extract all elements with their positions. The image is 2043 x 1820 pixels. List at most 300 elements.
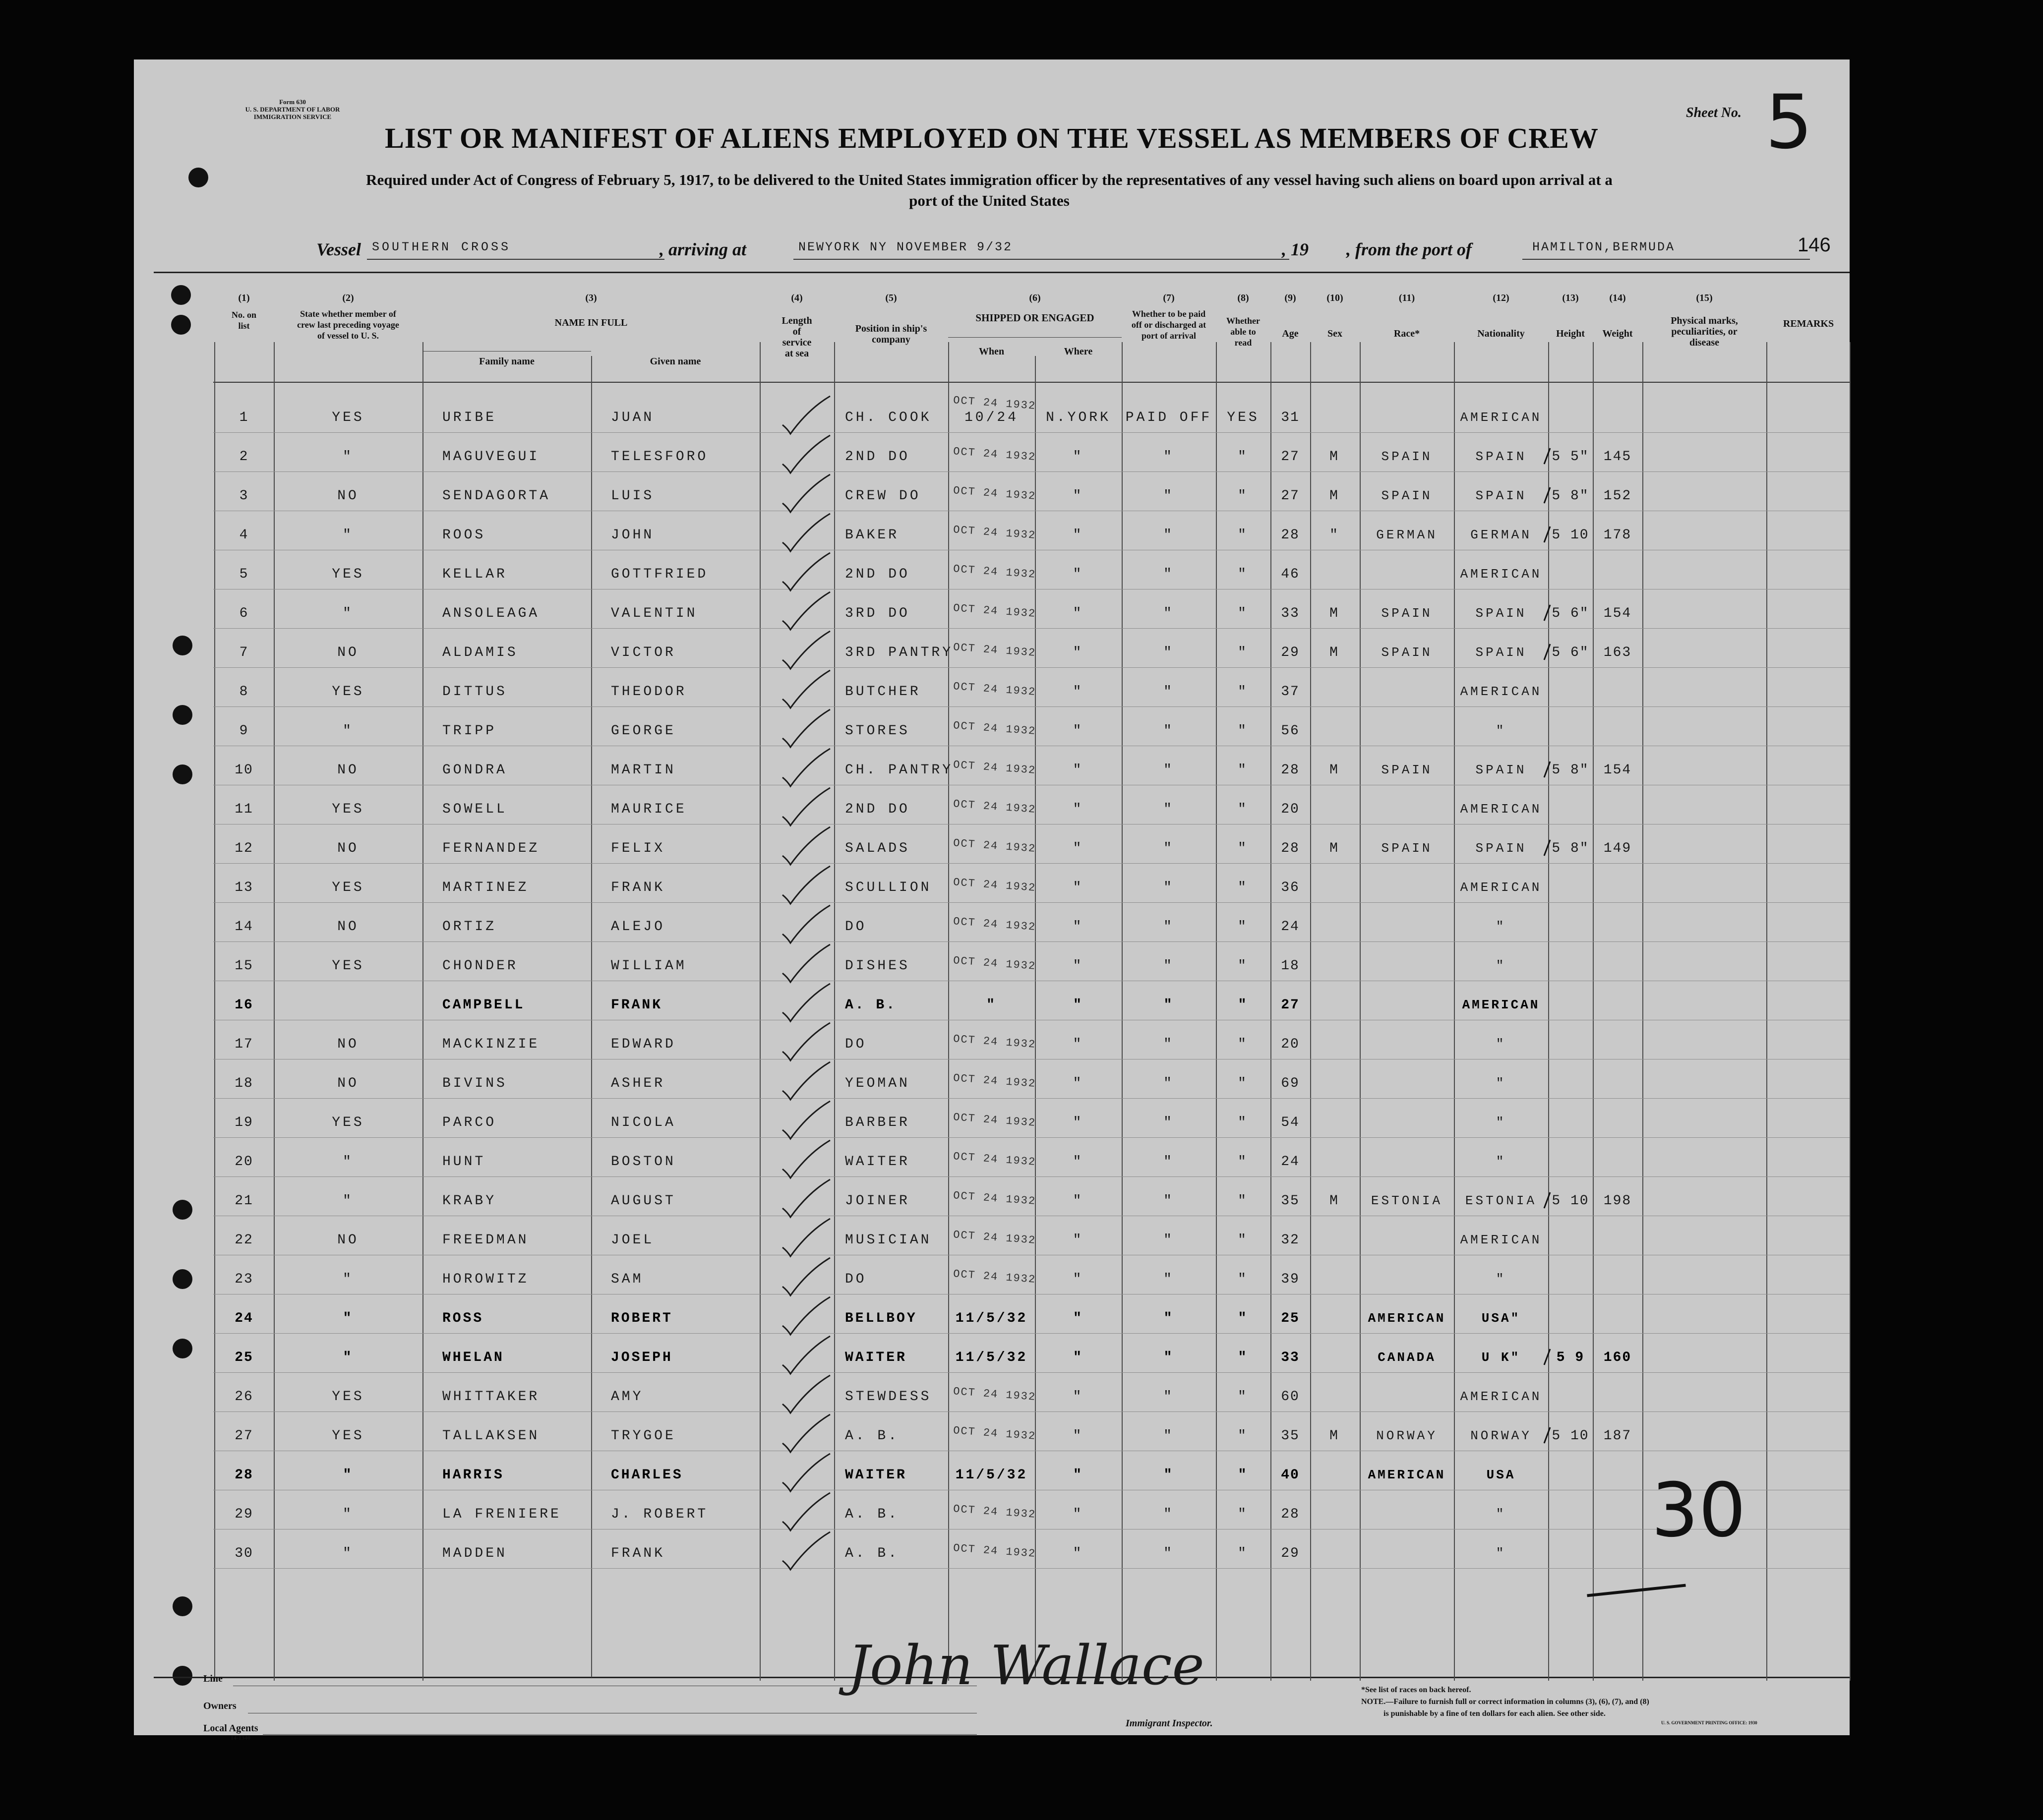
vessel-underline — [367, 259, 664, 260]
shipped-where: " — [1073, 1468, 1083, 1483]
sex: M — [1329, 488, 1340, 504]
name-subheader-rule — [422, 351, 591, 352]
age: 35 — [1281, 1193, 1300, 1209]
prev-voyage: NO — [337, 488, 359, 504]
row-number: 1 — [239, 410, 249, 425]
col-num: (11) — [1398, 293, 1415, 303]
shipped-where: " — [1073, 958, 1084, 974]
age: 20 — [1281, 802, 1300, 817]
given-name: NICOLA — [611, 1115, 676, 1130]
check-mark — [779, 1295, 833, 1340]
nationality: AMERICAN — [1460, 802, 1542, 817]
race: CANADA — [1378, 1350, 1436, 1365]
given-name: J. ROBERT — [611, 1507, 709, 1522]
paid-off: " — [1163, 763, 1174, 778]
prev-voyage: " — [343, 606, 354, 621]
prev-voyage: " — [343, 1350, 354, 1365]
nationality: SPAIN — [1475, 488, 1527, 503]
check-mark — [779, 1256, 833, 1300]
table-row — [134, 1187, 1850, 1227]
col-num: (2) — [342, 293, 354, 303]
check-mark — [779, 903, 833, 948]
race: SPAIN — [1381, 841, 1433, 856]
family-name: GONDRA — [442, 763, 507, 778]
form-number: Form 630 — [279, 98, 306, 106]
able-to-read: " — [1238, 1507, 1249, 1522]
date-stamp: OCT 24 1932 — [953, 484, 1036, 503]
table-row — [134, 1344, 1850, 1383]
row-number: 27 — [235, 1428, 253, 1444]
height: 5 8" — [1552, 841, 1589, 856]
given-name: WILLIAM — [611, 958, 687, 974]
row-number: 20 — [235, 1154, 253, 1170]
family-name: CHONDER — [442, 958, 518, 974]
given-name: SAM — [611, 1272, 644, 1287]
nationality: AMERICAN — [1460, 684, 1542, 699]
row-number: 28 — [235, 1468, 253, 1483]
col-label: Length of service at sea — [781, 315, 812, 359]
binder-hole — [188, 168, 208, 187]
paid-off: " — [1163, 528, 1174, 543]
given-name: JOHN — [611, 528, 655, 543]
verify-tick — [1542, 603, 1552, 623]
row-number: 4 — [239, 528, 249, 543]
paid-off: " — [1163, 1389, 1174, 1405]
prev-voyage: NO — [337, 1233, 359, 1248]
able-to-read: " — [1238, 958, 1249, 974]
position: WAITER — [845, 1154, 910, 1170]
check-mark — [779, 668, 833, 713]
age: 40 — [1281, 1468, 1300, 1483]
shipped-where: " — [1073, 841, 1084, 856]
owners-label: Owners — [203, 1701, 237, 1711]
age: 27 — [1281, 449, 1300, 465]
weight: 163 — [1603, 645, 1632, 660]
vessel-label: Vessel — [316, 239, 361, 259]
table-row — [134, 1070, 1850, 1109]
total-underline — [1587, 1584, 1686, 1597]
manifest-sheet — [134, 59, 1850, 1741]
shipped-where: " — [1073, 1154, 1084, 1170]
position: YEOMAN — [845, 1076, 910, 1091]
height: 5 8" — [1552, 763, 1589, 778]
race: AMERICAN — [1368, 1311, 1446, 1326]
age: 29 — [1281, 1546, 1300, 1561]
verify-tick — [1542, 446, 1552, 466]
paid-off: " — [1163, 684, 1174, 700]
check-mark — [779, 1060, 833, 1105]
verify-tick — [1542, 1190, 1552, 1210]
family-name: FERNANDEZ — [442, 841, 540, 856]
able-to-read: " — [1238, 998, 1249, 1013]
nationality: GERMAN — [1470, 528, 1532, 542]
prev-voyage: YES — [332, 802, 364, 817]
check-mark — [779, 1412, 833, 1457]
check-mark — [779, 1334, 833, 1379]
paid-off: " — [1163, 567, 1174, 582]
paid-off: " — [1163, 1154, 1174, 1170]
nationality: ESTONIA — [1465, 1193, 1537, 1208]
table-row — [134, 1227, 1850, 1266]
able-to-read: " — [1238, 1272, 1249, 1287]
row-number: 12 — [235, 841, 253, 856]
date-stamp: OCT 24 1932 — [953, 641, 1036, 659]
able-to-read: " — [1238, 802, 1249, 817]
col-label: No. on list — [232, 310, 257, 331]
col-num: (9) — [1284, 293, 1296, 303]
check-mark — [779, 551, 833, 595]
prev-voyage: NO — [337, 919, 359, 935]
sex: M — [1329, 449, 1340, 465]
family-name: MACKINZIE — [442, 1037, 540, 1052]
age: 20 — [1281, 1037, 1300, 1052]
date-stamp: OCT 24 1932 — [953, 524, 1036, 542]
paid-off: " — [1163, 919, 1174, 935]
port-underline — [1522, 259, 1810, 260]
position: A. B. — [845, 998, 897, 1013]
arriving-label: , arriving at — [660, 239, 747, 259]
race: GERMAN — [1376, 528, 1438, 542]
date-stamp: OCT 24 1932 — [953, 876, 1036, 894]
age: 28 — [1281, 763, 1300, 778]
able-to-read: " — [1238, 919, 1249, 935]
shipped-where: " — [1073, 1076, 1084, 1091]
table-row — [134, 561, 1850, 600]
race: SPAIN — [1381, 488, 1433, 503]
family-name: LA FRENIERE — [442, 1507, 561, 1522]
weight: 145 — [1603, 449, 1632, 465]
able-to-read: " — [1238, 1389, 1249, 1405]
date-stamp: OCT 24 1932 — [953, 837, 1036, 855]
col-header-14 — [1593, 293, 1642, 339]
nationality: " — [1496, 1507, 1506, 1522]
position: SALADS — [845, 841, 910, 856]
position: MUSICIAN — [845, 1233, 932, 1248]
shipped-when: " — [986, 998, 997, 1013]
check-mark — [779, 747, 833, 791]
prev-voyage: YES — [332, 880, 364, 895]
verify-tick — [1542, 642, 1552, 662]
shipped-where: " — [1073, 528, 1084, 543]
nationality: " — [1496, 1115, 1506, 1130]
row-number: 15 — [235, 958, 253, 974]
col-header-3-given: Given name — [650, 356, 701, 367]
check-mark — [779, 472, 833, 517]
col-header-6 — [948, 293, 1122, 323]
able-to-read: " — [1238, 1193, 1249, 1209]
col-header-11 — [1360, 293, 1454, 339]
date-stamp: OCT 24 1932 — [953, 563, 1036, 581]
nationality: AMERICAN — [1462, 998, 1540, 1012]
shipped-when: 11/5/32 — [955, 1468, 1028, 1483]
nationality: AMERICAN — [1460, 1389, 1542, 1404]
check-mark — [779, 825, 833, 870]
col-header-1 — [214, 293, 274, 331]
position: STORES — [845, 723, 910, 739]
position: STEWDESS — [845, 1389, 932, 1405]
col-header-3 — [422, 293, 760, 328]
check-mark — [779, 942, 833, 987]
check-mark — [779, 786, 833, 830]
age: 31 — [1281, 410, 1300, 425]
position: DO — [845, 1272, 867, 1287]
weight: 154 — [1603, 763, 1632, 778]
prev-voyage: " — [343, 723, 354, 739]
position: SCULLION — [845, 880, 932, 895]
prev-voyage: NO — [337, 841, 359, 856]
given-name: TELESFORO — [611, 449, 709, 465]
table-row — [134, 796, 1850, 835]
prev-voyage: " — [343, 1311, 354, 1326]
row-number: 3 — [239, 488, 249, 504]
able-to-read: " — [1238, 567, 1249, 582]
nationality: " — [1496, 1037, 1506, 1052]
paid-off: " — [1163, 1115, 1174, 1130]
date-stamp: OCT 24 1932 — [953, 445, 1036, 464]
height: 5 8" — [1552, 488, 1589, 504]
races-note: *See list of races on back hereof. — [1361, 1686, 1471, 1694]
table-row — [134, 1109, 1850, 1148]
prev-voyage: " — [343, 1272, 354, 1287]
nationality: " — [1496, 1076, 1506, 1091]
able-to-read: " — [1238, 1037, 1249, 1052]
paid-off: " — [1163, 880, 1174, 895]
col-num: (1) — [238, 293, 250, 303]
shipped-subheader-rule — [948, 337, 1122, 338]
table-row — [134, 1031, 1850, 1070]
date-stamp: OCT 24 1932 — [953, 954, 1036, 973]
page-title: LIST OR MANIFEST OF ALIENS EMPLOYED ON THE VESSEL AS MEMBERS OF CREW — [385, 122, 1599, 154]
service: IMMIGRATION SERVICE — [253, 113, 332, 120]
check-mark — [779, 512, 833, 556]
binder-hole — [173, 1666, 192, 1686]
able-to-read: YES — [1227, 410, 1260, 425]
sex: M — [1329, 1193, 1340, 1209]
date-stamp: OCT 24 1932 — [953, 1542, 1036, 1560]
age: 28 — [1281, 1507, 1300, 1522]
col-num: (6) — [1029, 293, 1041, 303]
line-label: Line — [203, 1673, 223, 1684]
row-number: 8 — [239, 684, 249, 700]
col-num: (10) — [1326, 293, 1343, 303]
date-stamp: OCT 24 1932 — [953, 680, 1036, 699]
age: 69 — [1281, 1076, 1300, 1091]
able-to-read: " — [1238, 763, 1249, 778]
nationality: " — [1496, 919, 1506, 934]
position: DO — [845, 919, 867, 935]
department: U. S. DEPARTMENT OF LABOR — [245, 106, 340, 113]
table-row — [134, 394, 1850, 443]
table-row — [134, 757, 1850, 796]
race: AMERICAN — [1368, 1468, 1446, 1482]
given-name: MARTIN — [611, 763, 676, 778]
given-name: MAURICE — [611, 802, 687, 817]
age: 32 — [1281, 1233, 1300, 1248]
shipped-when: 11/5/32 — [955, 1350, 1028, 1365]
check-mark — [779, 433, 833, 478]
prev-voyage: YES — [332, 684, 364, 700]
able-to-read: " — [1238, 606, 1249, 621]
row-number: 29 — [235, 1507, 253, 1522]
able-to-read: " — [1238, 1154, 1249, 1170]
verify-tick — [1542, 1425, 1552, 1445]
shipped-where: " — [1073, 998, 1083, 1013]
given-name: FRANK — [611, 1546, 665, 1561]
nationality: NORWAY — [1470, 1428, 1532, 1443]
age: 36 — [1281, 880, 1300, 895]
paid-off: " — [1163, 1350, 1174, 1365]
row-number: 26 — [235, 1389, 253, 1405]
date-stamp: OCT 24 1932 — [953, 1229, 1036, 1247]
paid-off: " — [1163, 1037, 1174, 1052]
prev-voyage: " — [343, 449, 354, 465]
able-to-read: " — [1238, 1546, 1249, 1561]
agents-rule — [263, 1734, 977, 1735]
position: JOINER — [845, 1193, 910, 1209]
position: BELLBOY — [845, 1311, 917, 1326]
paid-off: " — [1163, 1193, 1174, 1209]
age: 25 — [1281, 1311, 1300, 1326]
check-mark — [779, 1021, 833, 1065]
given-name: JUAN — [611, 410, 655, 425]
given-name: JOEL — [611, 1233, 655, 1248]
date-stamp: OCT 24 1932 — [953, 1503, 1036, 1521]
date-stamp: OCT 24 1932 — [953, 394, 1036, 412]
given-name: ROBERT — [611, 1311, 673, 1326]
verify-tick — [1542, 838, 1552, 858]
shipped-where: " — [1073, 802, 1084, 817]
paid-off: " — [1163, 1311, 1174, 1326]
port-label: , from the port of — [1346, 239, 1472, 259]
given-name: VALENTIN — [611, 606, 698, 621]
col-label: State whether member of crew last preceding voyage of vessel to U. S. — [297, 309, 399, 341]
check-mark — [779, 864, 833, 909]
table-row — [134, 443, 1850, 482]
paid-off: " — [1163, 488, 1174, 504]
able-to-read: " — [1238, 1076, 1249, 1091]
date-stamp: OCT 24 1932 — [953, 1111, 1036, 1129]
age: 35 — [1281, 1428, 1300, 1444]
able-to-read: " — [1238, 449, 1249, 465]
verify-tick — [1542, 1347, 1552, 1367]
col-header-10 — [1310, 293, 1360, 339]
able-to-read: " — [1238, 723, 1249, 739]
given-name: LUIS — [611, 488, 655, 504]
check-mark — [779, 629, 833, 674]
paid-off: " — [1163, 958, 1174, 974]
table-row — [134, 874, 1850, 913]
prev-voyage: YES — [332, 567, 364, 582]
sex: M — [1329, 645, 1340, 660]
position: 3RD PANTRY — [845, 645, 954, 660]
able-to-read: " — [1238, 645, 1249, 660]
position: DISHES — [845, 958, 910, 974]
arriving-underline — [793, 259, 1289, 260]
height: 5 5" — [1552, 449, 1589, 465]
vessel-name: SOUTHERN CROSS — [372, 240, 511, 254]
handwritten-total: 30 — [1651, 1468, 1746, 1554]
family-name: HARRIS — [442, 1468, 504, 1483]
subtitle — [213, 170, 1765, 211]
given-name: FELIX — [611, 841, 665, 856]
col-header-15 — [1642, 293, 1766, 348]
position: 2ND DO — [845, 802, 910, 817]
paid-off: " — [1163, 802, 1174, 817]
given-name: AUGUST — [611, 1193, 676, 1209]
table-row — [134, 1462, 1850, 1501]
page-number: 146 — [1798, 234, 1831, 256]
paid-off: PAID OFF — [1125, 410, 1212, 425]
sheet-number: 5 — [1765, 79, 1813, 166]
paid-off: " — [1163, 1428, 1174, 1444]
given-name: GEORGE — [611, 723, 676, 739]
date-stamp: OCT 24 1932 — [953, 1424, 1036, 1443]
departure-port: HAMILTON,BERMUDA — [1532, 240, 1676, 254]
shipped-where: " — [1073, 449, 1084, 465]
col-label: Age — [1282, 328, 1299, 339]
shipped-where: " — [1073, 1037, 1084, 1052]
paid-off: " — [1163, 1468, 1174, 1483]
paid-off: " — [1163, 1507, 1174, 1522]
check-mark — [779, 1177, 833, 1222]
weight: 178 — [1603, 528, 1632, 543]
shipped-where: " — [1073, 723, 1084, 739]
given-name: JOSEPH — [611, 1350, 673, 1365]
position: 2ND DO — [845, 567, 910, 582]
given-name: FRANK — [611, 998, 663, 1013]
weight: 149 — [1603, 841, 1632, 856]
shipped-where: " — [1073, 488, 1084, 504]
verify-tick — [1542, 760, 1552, 779]
height: 5 10 — [1552, 1428, 1589, 1444]
sex: M — [1329, 1428, 1340, 1444]
nationality: U K" — [1481, 1350, 1521, 1365]
family-name: SENDAGORTA — [442, 488, 551, 504]
age: 27 — [1281, 488, 1300, 504]
able-to-read: " — [1238, 1468, 1249, 1483]
table-row — [134, 1305, 1850, 1344]
family-name: TALLAKSEN — [442, 1428, 540, 1444]
table-row — [134, 1148, 1850, 1187]
check-mark — [779, 707, 833, 752]
table-row — [134, 717, 1850, 757]
family-name: TRIPP — [442, 723, 497, 739]
paid-off: " — [1163, 998, 1174, 1013]
row-number: 2 — [239, 449, 249, 465]
prev-voyage: " — [343, 1154, 354, 1170]
given-name: ALEJO — [611, 919, 665, 935]
race: SPAIN — [1381, 606, 1433, 621]
able-to-read: " — [1238, 1115, 1249, 1130]
col-label: Physical marks, peculiarities, or disease — [1671, 315, 1738, 348]
col-label: REMARKS — [1783, 318, 1834, 329]
age: 60 — [1281, 1389, 1300, 1405]
col-label: NAME IN FULL — [554, 317, 628, 328]
family-name: WHITTAKER — [442, 1389, 540, 1405]
shipped-where: " — [1073, 1507, 1084, 1522]
given-name: BOSTON — [611, 1154, 676, 1170]
nationality: AMERICAN — [1460, 567, 1542, 582]
col-num: (7) — [1163, 293, 1175, 303]
age: 37 — [1281, 684, 1300, 700]
nationality: SPAIN — [1475, 449, 1527, 464]
row-number: 24 — [235, 1311, 253, 1326]
col-label: Race* — [1393, 328, 1420, 339]
family-name: DITTUS — [442, 684, 507, 700]
prev-voyage: YES — [332, 1389, 364, 1405]
prev-voyage: YES — [332, 1428, 364, 1444]
position: DO — [845, 1037, 867, 1052]
